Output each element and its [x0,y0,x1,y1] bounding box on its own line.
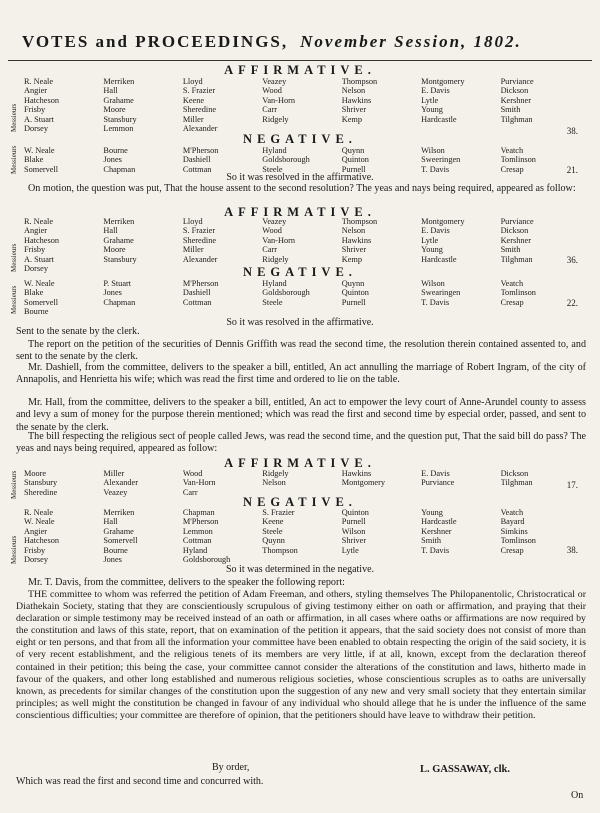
member-name: Steele [262,526,283,536]
report-body: THE committee to whom was referred the petition of Adam Freeman, and others, styling themselves The Philopanentolic, Christocratical or Diathekain Society, stating that they are conscientiously scrupulous of giving testimony either on oath or affirmation, and praying that their declaration or simple testimony may be received instead of an oath or affirmation, in all cases where oaths or affirmations are now required by the constitution and laws of this state, report, that on examination of the petition it appears, that the said society does not consist of more than eight or ten persons, and that from all the information your committee have been enabled to obtain respecting the origin of the said society, it is of very recent establishment, and the religious tenets of its members are very little, if at all, known, except from the declaration thereof contained in their petition; this being the case, your committee cannot consider the alterations of the constitution and laws, hitherto made in favour of the quakers, and other long established and numerous religious societies, whose conscientious scruples as to oaths are universally known, as precedents for similar changes of the constitution upon the suggestion of any new and very small society that they entertain similar principles; as well might the constitution be changed in favour of any individual who should allege that he is under the influence of the same conscientious difficulties; your committee are therefore of opinion, that the petitioners should have leave to withdraw their petition. [16,589,586,721]
member-name: Grahame [103,235,134,245]
member-name: Cresap [500,297,524,307]
member-name: Dorsey [24,555,48,565]
member-name: A. Stuart [24,254,54,264]
vote1-result: So it was resolved in the affirmative. [226,172,374,183]
member-name [103,307,182,316]
member-name: Nelson [341,86,366,96]
member-name: Somervell [103,536,138,546]
vote2-neg-count: 22. [566,298,578,308]
member-name: Wood [182,469,203,478]
member-name: Quinton [341,288,369,298]
member-name: Stansbury [103,254,137,264]
vote2-result: So it was resolved in the affirmative. [226,317,374,328]
member-name: S. Frazier [182,86,216,96]
member-name: W. Neale [24,146,55,155]
member-name: Somervell [24,297,59,307]
vote1-aff-side: Messieurs [10,103,18,132]
member-name: Alexander [103,478,138,488]
member-name: Miller [103,469,125,478]
member-name: Dashiell [182,155,211,165]
member-name: Lloyd [182,217,203,226]
member-name: S. Frazier [262,508,295,517]
member-name: E. Davis [421,469,450,478]
vote1-aff-label: AFFIRMATIVE. [224,63,376,77]
member-name: Dorsey [24,124,48,134]
member-name: Carr [262,245,278,255]
member-name: Quinton [341,508,369,517]
vote2-aff-label: AFFIRMATIVE. [224,205,376,219]
member-name [421,307,500,316]
member-name: Purnell [341,297,366,307]
member-name: Goldsborough [262,155,310,165]
vote1-neg-count: 21. [566,165,578,175]
member-name: Kemp [341,254,362,264]
page-header [22,32,586,62]
member-name: Cottman [182,297,212,307]
member-name: Hardcastle [421,517,457,527]
member-name: Blake [24,288,44,298]
vote1-neg-side: Messieurs [10,145,18,174]
member-name: Dashiell [182,288,211,298]
vote3-aff-side: Messieurs [10,470,18,499]
member-name: Sheredine [182,105,217,115]
member-name: Van-Horn [262,235,295,245]
member-name: Tilghman [500,254,533,264]
member-name [342,307,421,316]
member-name: Dickson [500,226,529,236]
member-name: Ridgely [262,254,289,264]
member-name: Ridgely [262,114,289,124]
member-name: Cresap [500,164,524,174]
member-name: Bayard [500,517,525,527]
vote1-aff-count: 38. [566,126,578,136]
member-name: Sheredine [24,487,58,497]
member-name: Montgomery [421,77,465,86]
member-name: Goldsborough [182,555,231,565]
proceeding-paragraph: The bill respecting the religious sect of people called Jews, was read the second time, and the question put, That the said bill do pass? The yeas and nays being required, appeared as follow: [16,431,586,455]
header-session: November Session, 1802. [300,32,522,51]
member-name: Hardcastle [421,254,457,264]
member-name: Angier [24,226,48,236]
member-name: W. Neale [24,279,55,288]
member-name: Stansbury [24,478,58,488]
member-name: Purviance [500,77,534,86]
member-name: Tomlinson [500,536,536,546]
member-name: Frisby [24,545,46,555]
member-name: Tomlinson [500,155,536,165]
member-name: Jones [103,288,122,298]
member-name: Frisby [24,105,46,115]
member-name: Kershner [421,526,452,536]
header-title: VOTES and PROCEEDINGS, [22,32,289,51]
member-name: Merriken [103,217,135,226]
member-name: Tilghman [500,478,533,488]
proceeding-paragraph: Mr. Dashiell, from the committee, delivers to the speaker a bill, entitled, An act annulling the marriage of Robert Ingram, of the city of Annapolis, and Henrietta his wife; which was read the first time and ordered to lie on the table. [16,362,586,386]
member-name: Montgomery [421,217,465,226]
member-name: Jones [103,555,122,565]
proceeding-paragraph: Mr. Hall, from the committee, delivers to the speaker a bill, entitled, An act to empower the levy court of Anne-Arundel county to assess and levy a sum of money for the purpose therein mentioned; which was read the first and second time by especial order, passed, and sent to the senate by the clerk. [16,397,586,433]
member-name: Veazey [262,77,287,86]
member-name: W. Neale [24,517,55,527]
member-name: Cresap [500,545,524,555]
member-name: R. Neale [24,217,54,226]
member-name: Hawkins [341,95,372,105]
member-name [501,307,580,316]
member-name: Hatcheson [24,536,60,546]
member-name: T. Davis [421,297,450,307]
member-name: Miller [182,245,204,255]
member-name: Smith [500,105,521,115]
member-name: Bourne [103,146,128,155]
proceeding-paragraph: Sent to the senate by the clerk. [16,326,140,337]
member-name: Jones [103,155,122,165]
member-name: Grahame [103,526,134,536]
member-name: Veatch [500,279,524,288]
member-name: Quynn [341,279,365,288]
member-name: Shriver [341,245,367,255]
member-name: Steele [262,297,283,307]
catchword: On [571,790,584,801]
member-name: M'Pherson [182,146,219,155]
member-name: Quynn [262,536,285,546]
member-name: Moore [24,469,47,478]
member-name: Bourne [103,545,128,555]
member-name: Nelson [341,226,366,236]
member-name: Hatcheson [24,235,60,245]
member-name: Purviance [421,478,455,488]
member-name: Sweeringen [421,155,461,165]
member-name: Smith [421,536,441,546]
member-name: Hall [103,517,118,527]
member-name: Kershner [500,235,531,245]
member-name: Van-Horn [182,478,216,488]
member-name: Hardcastle [421,114,457,124]
vote3-result: So it was determined in the negative. [225,564,375,575]
member-name: Dickson [500,469,529,478]
signature: L. GASSAWAY, clk. [420,764,510,775]
member-name: Merriken [103,77,135,86]
member-name [262,307,341,316]
member-name: Ridgely [262,469,289,478]
member-name: Chapman [103,297,136,307]
member-name: Hall [103,86,118,96]
member-name: Shriver [341,105,367,115]
report-intro: Mr. T. Davis, from the committee, delivers to the speaker the following report: [28,577,345,588]
member-name: Carr [182,487,198,497]
member-name: A. Stuart [24,114,54,124]
member-name: Miller [182,114,204,124]
member-name: Moore [103,245,126,255]
header-rule [8,60,592,61]
member-name: Veatch [500,146,524,155]
member-name: Wilson [341,526,366,536]
member-name: Thompson [262,545,298,555]
member-name: Hyland [262,146,287,155]
member-name: Purviance [500,217,534,226]
member-name: Wood [262,86,282,96]
vote2-neg-table [24,279,580,317]
member-name: Young [421,245,443,255]
member-name: Van-Horn [262,95,295,105]
by-order: By order, [212,762,250,773]
member-name: E. Davis [421,86,450,96]
member-name: Quinton [341,155,369,165]
member-name: Dickson [500,86,529,96]
member-name: Stansbury [103,114,137,124]
member-name: Young [421,105,443,115]
member-name: Lytle [341,545,359,555]
member-name: Purnell [341,517,366,527]
member-name: E. Davis [421,226,450,236]
member-name: Somervell [24,164,59,174]
member-name: Thompson [341,77,378,86]
vote3-neg-side: Messieurs [10,535,18,564]
vote2-neg-label: NEGATIVE. [243,265,357,279]
member-name: Keene [182,95,205,105]
member-name [183,307,262,316]
member-name: Hyland [262,279,287,288]
member-name: Hall [103,226,118,236]
proceeding-paragraph: The report on the petition of the securities of Dennis Griffith was read the second time, the resolution therein contained assented to, and sent to the senate by the clerk. [16,339,586,363]
member-name: Wilson [421,146,445,155]
member-name: Lytle [421,95,439,105]
member-name: Hyland [182,545,208,555]
member-name: T. Davis [421,545,450,555]
member-name: Chapman [182,508,215,517]
vote2-neg-side: Messieurs [10,285,18,314]
member-name: Thompson [341,217,378,226]
member-name: Keene [262,517,284,527]
motion-text: On motion, the question was put, That the house assent to the second resolution? The yeas and nays being required, appeared as follow: [28,183,576,194]
member-name: Tilghman [500,114,533,124]
member-name: T. Davis [421,164,450,174]
member-name: Simkins [500,526,528,536]
member-name: Goldsborough [262,288,310,298]
member-name: Alexander [182,254,218,264]
member-name: S. Frazier [182,226,216,236]
member-name: Dorsey [24,264,48,274]
vote2-aff-count: 36. [566,255,578,265]
member-name: Quynn [341,146,365,155]
member-name: Steele [262,164,283,174]
member-name: Nelson [262,478,286,488]
vote2-aff-side: Messieurs [10,243,18,272]
member-name: M'Pherson [182,279,219,288]
vote3-aff-label: AFFIRMATIVE. [224,456,376,470]
member-name: Hawkins [341,235,372,245]
member-name: Alexander [182,124,218,134]
member-name: Cottman [182,164,212,174]
member-name: Montgomery [341,478,386,488]
member-name: P. Stuart [103,279,132,288]
member-name: Veazey [103,487,128,497]
member-name: Angier [24,86,48,96]
member-name: Moore [103,105,126,115]
member-name: Young [421,508,443,517]
member-name: R. Neale [24,77,54,86]
member-name: Sheredine [182,235,217,245]
member-name: Frisby [24,245,46,255]
member-name: Tomlinson [500,288,536,298]
member-name: Hawkins [341,469,372,478]
member-name: Grahame [103,95,134,105]
vote1-neg-label: NEGATIVE. [243,132,357,146]
closing-line: Which was read the first and second time and concurred with. [16,776,264,787]
member-name: Veatch [500,508,524,517]
member-name: Swearingen [421,288,461,298]
member-name: Lloyd [182,77,203,86]
member-name: Blake [24,155,44,165]
member-name: Wilson [421,279,445,288]
member-name: Lytle [421,235,439,245]
member-name: Purnell [341,164,366,174]
vote1-neg-table [24,146,580,174]
member-name: Smith [500,245,521,255]
vote3-neg-label: NEGATIVE. [243,495,357,509]
member-name: Bourne [24,307,49,317]
member-name: Lemmon [103,124,134,134]
member-name: R. Neale [24,508,54,517]
member-name: Lemmon [182,526,213,536]
vote1-aff-table [24,77,580,133]
member-name: Chapman [103,164,136,174]
member-name: Merriken [103,508,135,517]
member-name: Angier [24,526,48,536]
member-name: M'Pherson [182,517,219,527]
member-name: Kershner [500,95,531,105]
member-name: Veazey [262,217,287,226]
vote3-aff-table [24,469,580,497]
member-name: Wood [262,226,282,236]
member-name: Cottman [182,536,212,546]
member-name: Kemp [341,114,362,124]
vote3-neg-table [24,508,580,564]
vote3-aff-count: 17. [566,480,578,490]
member-name: Hatcheson [24,95,60,105]
member-name: Shriver [341,536,367,546]
vote3-neg-count: 38. [566,545,578,555]
member-name: Carr [262,105,278,115]
